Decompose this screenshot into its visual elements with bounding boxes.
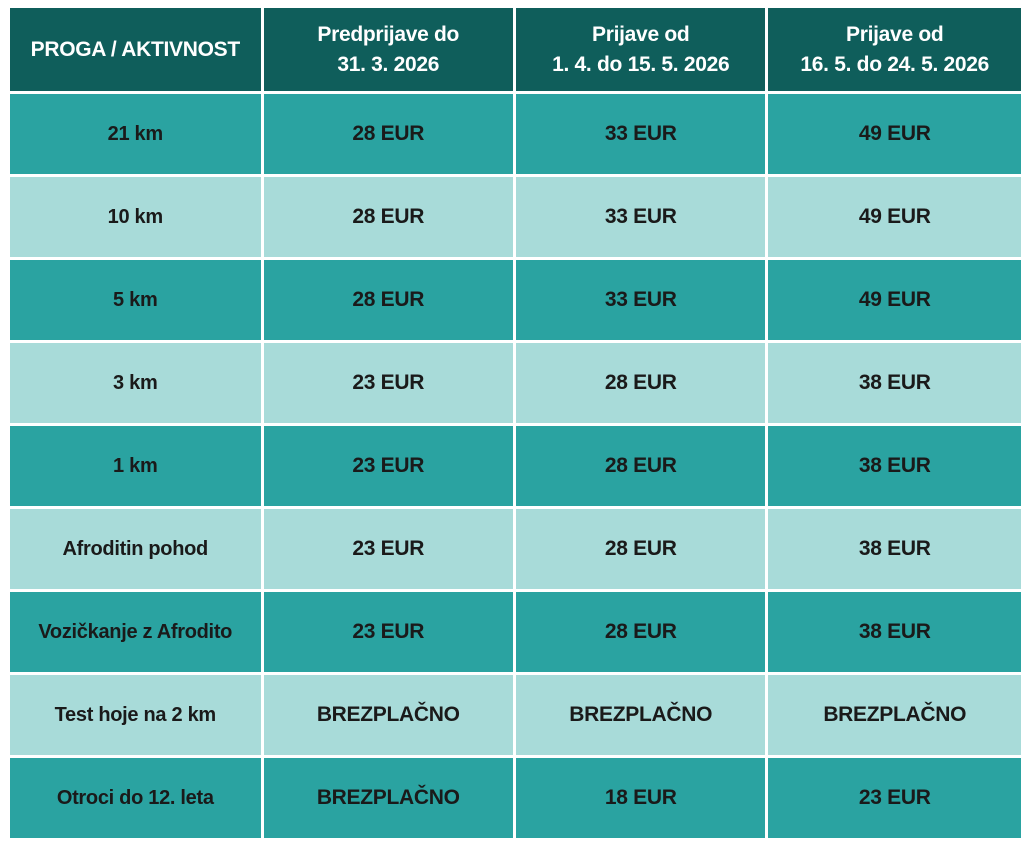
header-late-registration — [768, 8, 1021, 94]
price-cell: BREZPLAČNO — [264, 675, 516, 758]
table-header-row — [10, 8, 1021, 94]
price-cell: 38 EUR — [768, 343, 1021, 426]
header-activity-label: PROGA / AKTIVNOST — [30, 37, 240, 61]
table-row — [10, 260, 1021, 343]
price-cell: 23 EUR — [264, 343, 516, 426]
price-cell: 28 EUR — [516, 592, 768, 675]
price-cell: 49 EUR — [768, 94, 1021, 177]
table-row — [10, 94, 1021, 177]
price-cell: 18 EUR — [516, 758, 768, 841]
header-late-line1: Prijave od — [846, 22, 944, 46]
header-regular-registration — [516, 8, 768, 94]
table-row — [10, 426, 1021, 509]
table-row — [10, 177, 1021, 260]
price-cell: 28 EUR — [516, 426, 768, 509]
price-cell: 28 EUR — [264, 260, 516, 343]
price-cell: 33 EUR — [516, 177, 768, 260]
table-row — [10, 343, 1021, 426]
header-activity — [10, 8, 264, 94]
price-cell: 33 EUR — [516, 94, 768, 177]
price-cell: 23 EUR — [264, 509, 516, 592]
table-row — [10, 592, 1021, 675]
price-cell: 28 EUR — [516, 509, 768, 592]
activity-cell: 1 km — [10, 426, 264, 509]
header-late-line2: 16. 5. do 24. 5. 2026 — [800, 52, 990, 76]
header-early-line2: 31. 3. 2026 — [337, 52, 440, 76]
price-cell: BREZPLAČNO — [516, 675, 768, 758]
table-row — [10, 675, 1021, 758]
price-cell: BREZPLAČNO — [264, 758, 516, 841]
price-cell: BREZPLAČNO — [768, 675, 1021, 758]
price-table — [10, 8, 1021, 841]
header-early-line1: Predprijave do — [317, 22, 460, 46]
price-cell: 28 EUR — [264, 177, 516, 260]
price-cell: 28 EUR — [516, 343, 768, 426]
price-cell: 33 EUR — [516, 260, 768, 343]
price-cell: 23 EUR — [264, 592, 516, 675]
activity-cell: 3 km — [10, 343, 264, 426]
activity-cell: 21 km — [10, 94, 264, 177]
price-cell: 23 EUR — [768, 758, 1021, 841]
price-cell: 49 EUR — [768, 260, 1021, 343]
activity-cell: 10 km — [10, 177, 264, 260]
header-regular-line1: Prijave od — [592, 22, 690, 46]
header-early-registration — [264, 8, 516, 94]
header-regular-line2: 1. 4. do 15. 5. 2026 — [552, 52, 730, 76]
price-cell: 38 EUR — [768, 592, 1021, 675]
price-cell: 49 EUR — [768, 177, 1021, 260]
activity-cell: Otroci do 12. leta — [10, 758, 264, 841]
price-cell: 28 EUR — [264, 94, 516, 177]
table-row — [10, 758, 1021, 841]
price-cell: 38 EUR — [768, 509, 1021, 592]
activity-cell: Test hoje na 2 km — [10, 675, 264, 758]
table-row — [10, 509, 1021, 592]
price-cell: 23 EUR — [264, 426, 516, 509]
activity-cell: Vozičkanje z Afrodito — [10, 592, 264, 675]
activity-cell: Afroditin pohod — [10, 509, 264, 592]
activity-cell: 5 km — [10, 260, 264, 343]
price-cell: 38 EUR — [768, 426, 1021, 509]
